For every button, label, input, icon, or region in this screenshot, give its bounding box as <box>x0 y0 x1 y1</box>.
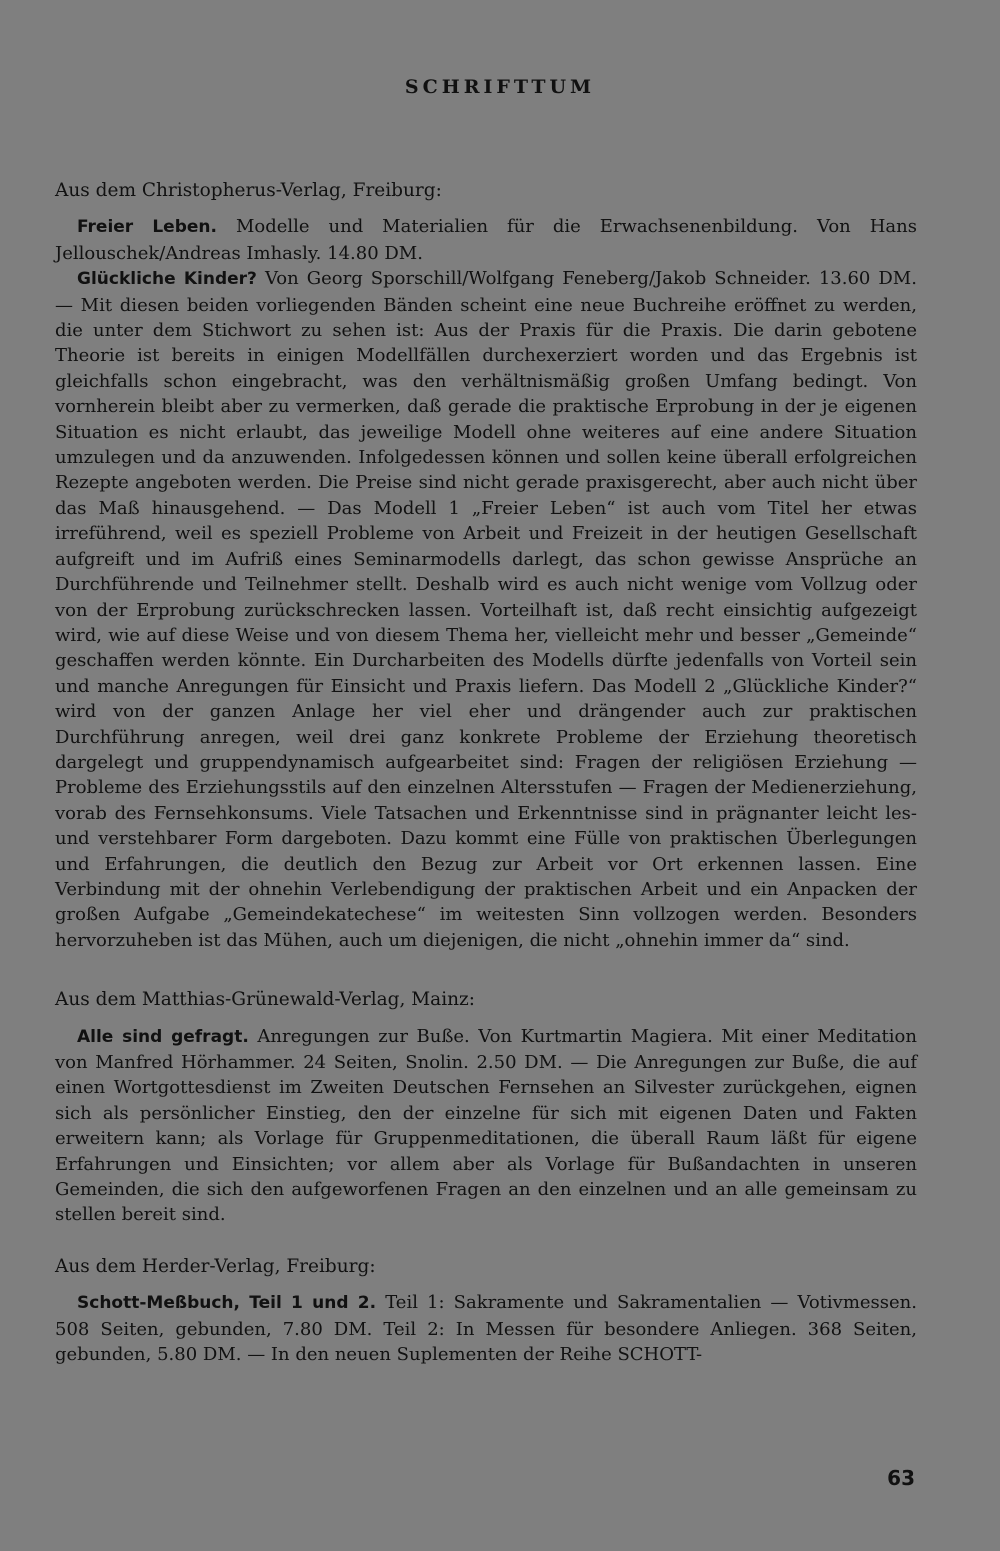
book-title: Glückliche Kinder? <box>77 269 257 290</box>
page-title: SCHRIFTTUM <box>404 76 596 98</box>
book-entry <box>55 1024 917 1228</box>
book-title: Freier Leben. <box>77 217 217 238</box>
section-gap <box>55 1228 917 1254</box>
book-title: Schott-Meßbuch, Teil 1 und 2. <box>77 1293 377 1314</box>
book-description: Von Georg Sporschill/Wolfgang Feneberg/Jakob Schneider. 13.60 DM. — Mit diesen beiden vorliegenden Bänden scheint eine neue Buchreihe eröffnet zu werden, die unter dem Stichwort zu sehen ist: Aus der Praxis für die Praxis. Die darin gebotene Theorie ist bereits in einigen Modellfällen durchexerziert worden und das Ergebnis ist gleichfalls schon eingebracht, was den verhältnismäßig großen Umfang bedingt. Von vornherein bleibt aber zu vermerken, daß gerade die praktische Erprobung in der je eigenen Situation es nicht erlaubt, das jeweilige Modell ohne weiteres auf eine andere Situation umzulegen und da anzuwenden. Infolgedessen können und sollen keine überall erfolgreichen Rezepte angeboten werden. Die Preise sind nicht gerade praxisgerecht, aber auch nicht über das Maß hinausgehend. — Das Modell 1 „Freier Leben“ ist auch vom Titel her etwas irreführend, weil es speziell Probleme von Arbeit und Freizeit in der heutigen Gesellschaft aufgreift und im Aufriß eines Seminarmodells darlegt, das schon gewisse Ansprüche an Durchführende und Teilnehmer stellt. Deshalb wird es auch nicht wenige vom Vollzug oder von der Erprobung zurückschrecken lassen. Vorteilhaft ist, daß recht einsichtig aufgezeigt wird, wie auf diese Weise und von diesem Thema her, vielleicht mehr und besser „Gemeinde“ geschaffen werden könnte. Ein Durcharbeiten des Modells dürfte jedenfalls von Vorteil sein und manche Anregungen für Einsicht und Praxis liefern. Das Modell 2 „Glückliche Kinder?“ wird von der ganzen Anlage her viel eher und drängender auch zur praktischen Durchführung anregen, weil drei ganz konkrete Probleme der Erziehung theoretisch dargelegt und gruppendynamisch aufgearbeitet sind: Fragen der religiösen Erziehung — Probleme des Erziehungsstils auf den einzelnen Altersstufen — Fragen der Medienerziehung, vorab des Fernsehkonsums. Viele Tatsachen und Erkenntnisse sind in prägnanter leicht les- und verstehbarer Form dargeboten. Dazu kommt eine Fülle von praktischen Überlegungen und Erfahrungen, die deutlich den Bezug zur Arbeit vor Ort erkennen lassen. Eine Verbindung mit der ohnehin Verlebendigung der praktischen Arbeit und ein Anpacken der großen Aufgabe „Gemeindekatechese“ im weitesten Sinn vollzogen werden. Besonders hervorzuheben ist das Mühen, auch um diejenigen, die nicht „ohnehin immer da“ sind. <box>55 268 917 951</box>
book-description: Anregungen zur Buße. Von Kurtmartin Magiera. Mit einer Meditation von Manfred Hörhammer. 24 Seiten, Snolin. 2.50 DM. — Die Anregungen zur Buße, die auf einen Wortgottesdienst im Zweiten Deutschen Fernsehen an Silvester zurückgehen, eignen sich als persönlicher Einstieg, den der einzelne für sich mit eigenen Daten und Fakten erweitern kann; als Vorlage für Gruppenmeditationen, die überall Raum läßt für eigene Erfahrungen und Einsichten; vor allem aber als Vorlage für Bußandachten in unseren Gemeinden, die sich den aufgeworfenen Fragen an den einzelnen und an alle gemeinsam zu stellen bereit sind. <box>55 1025 917 1226</box>
publisher-heading: Aus dem Herder-Verlag, Freiburg: <box>55 1255 376 1277</box>
publisher-heading: Aus dem Matthias-Grünewald-Verlag, Mainz: <box>55 989 476 1011</box>
book-entry <box>55 214 917 266</box>
page-number: 63 <box>887 1466 915 1490</box>
page-content <box>55 178 917 1367</box>
section-gap <box>55 953 917 987</box>
book-description: Teil 1: Sakramente und Sakramentalien — Votivmessen. 508 Seiten, gebunden, 7.80 DM. Teil 2: In Messen für besondere Anliegen. 368 Seiten, gebunden, 5.80 DM. — In den neuen Suplementen der Reihe SCHOTT- <box>55 1292 917 1366</box>
book-description: Modelle und Materialien für die Erwachsenenbildung. Von Hans Jellouschek/Andreas Imhasly. 14.80 DM. <box>55 216 917 264</box>
publisher-heading: Aus dem Christopherus-Verlag, Freiburg: <box>55 180 442 201</box>
book-entry <box>55 1290 917 1367</box>
book-title: Alle sind gefragt. <box>77 1026 249 1047</box>
book-entry <box>55 266 917 953</box>
